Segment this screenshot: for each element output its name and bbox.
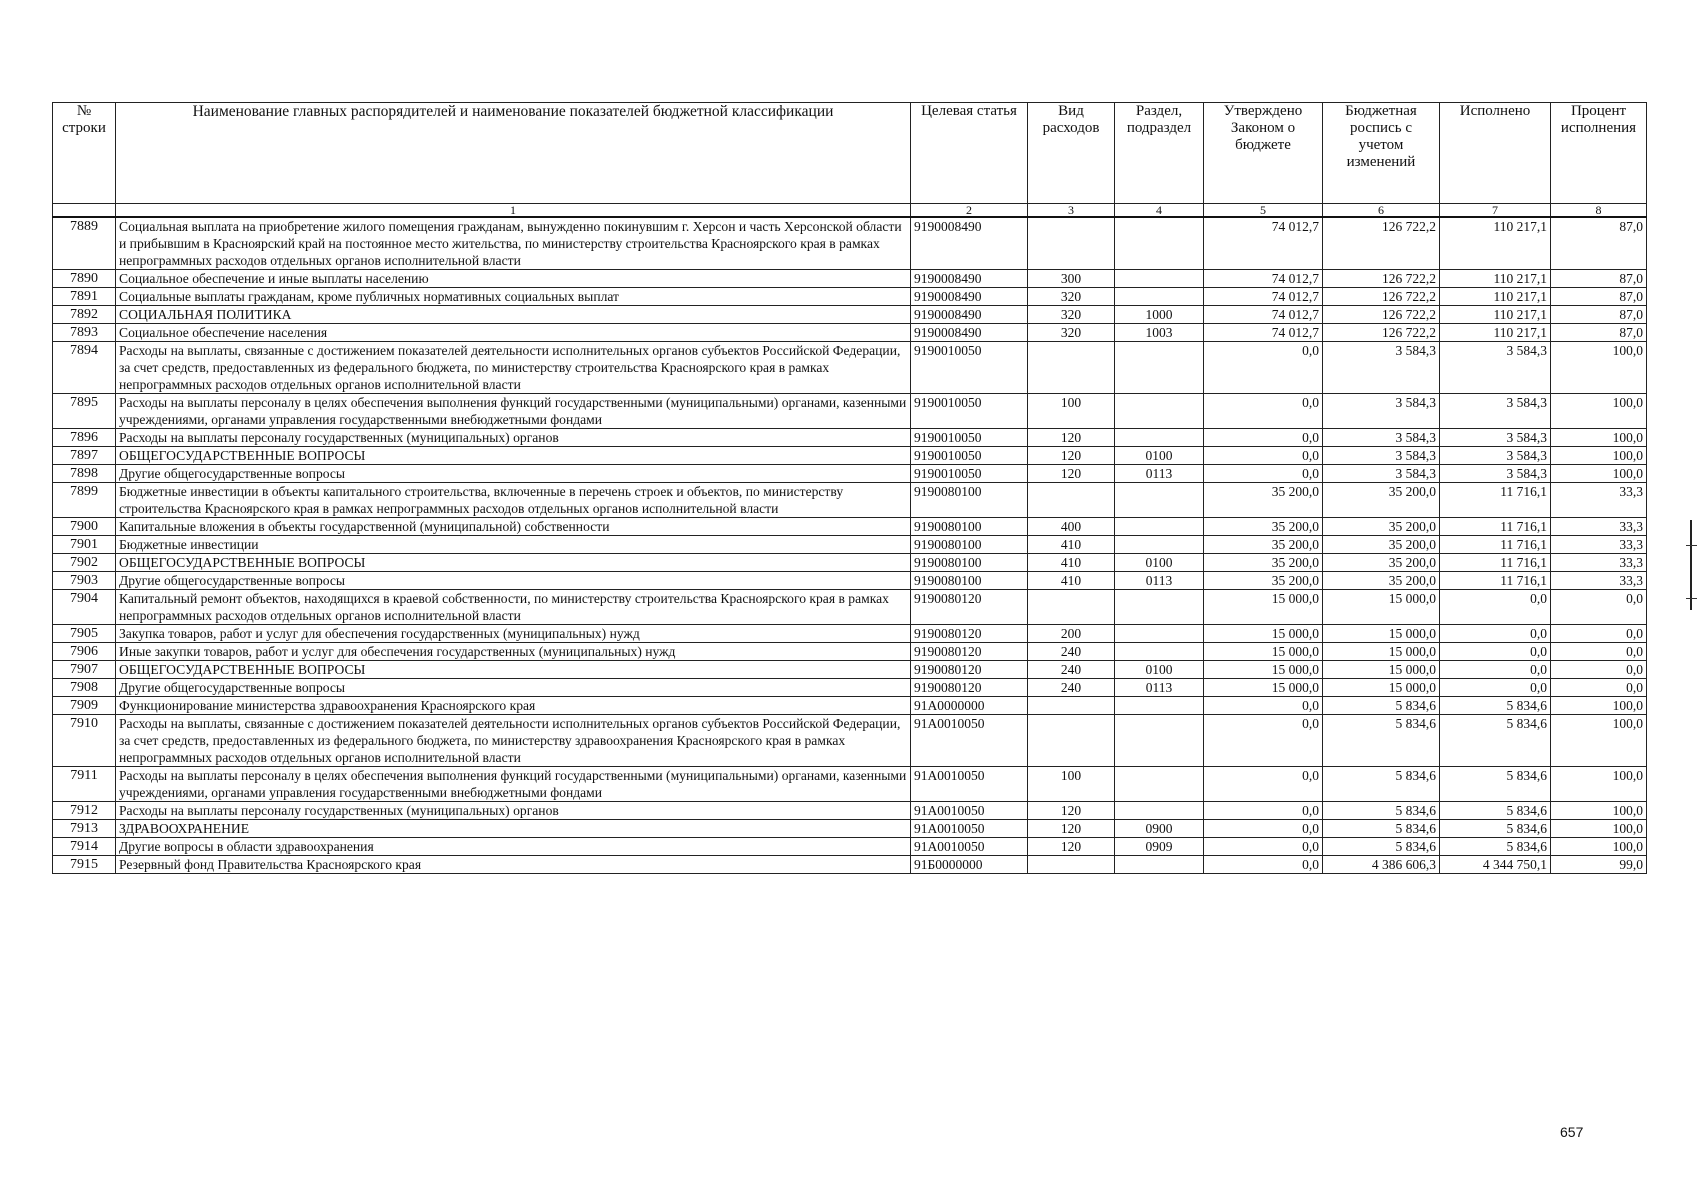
row-expense-kind: 100 <box>1028 394 1115 429</box>
row-section: 0113 <box>1115 679 1204 697</box>
row-percent: 33,3 <box>1551 554 1647 572</box>
table-row <box>53 536 1647 554</box>
table-row <box>53 661 1647 679</box>
row-executed: 3 584,3 <box>1440 447 1551 465</box>
column-number: 5 <box>1204 204 1323 218</box>
row-expense-kind: 120 <box>1028 838 1115 856</box>
row-approved: 74 012,7 <box>1204 217 1323 270</box>
column-number: 1 <box>116 204 911 218</box>
row-executed: 110 217,1 <box>1440 270 1551 288</box>
row-expense-kind <box>1028 856 1115 874</box>
row-executed: 11 716,1 <box>1440 572 1551 590</box>
row-name: Функционирование министерства здравоохранения Красноярского края <box>116 697 911 715</box>
row-percent: 87,0 <box>1551 288 1647 306</box>
row-expense-kind <box>1028 342 1115 394</box>
row-percent: 87,0 <box>1551 217 1647 270</box>
row-executed: 3 584,3 <box>1440 394 1551 429</box>
row-target-article: 9190010050 <box>911 394 1028 429</box>
row-number: 7897 <box>53 447 116 465</box>
row-schedule: 126 722,2 <box>1323 324 1440 342</box>
row-executed: 0,0 <box>1440 661 1551 679</box>
row-number: 7913 <box>53 820 116 838</box>
row-schedule: 3 584,3 <box>1323 342 1440 394</box>
row-section <box>1115 643 1204 661</box>
row-expense-kind <box>1028 590 1115 625</box>
row-percent: 100,0 <box>1551 342 1647 394</box>
budget-sheet <box>52 102 1646 874</box>
row-name: ОБЩЕГОСУДАРСТВЕННЫЕ ВОПРОСЫ <box>116 447 911 465</box>
row-executed: 5 834,6 <box>1440 715 1551 767</box>
row-expense-kind: 120 <box>1028 447 1115 465</box>
row-number: 7908 <box>53 679 116 697</box>
row-expense-kind: 410 <box>1028 536 1115 554</box>
row-number: 7889 <box>53 217 116 270</box>
table-row <box>53 767 1647 802</box>
table-row <box>53 838 1647 856</box>
row-expense-kind <box>1028 217 1115 270</box>
row-name: Другие вопросы в области здравоохранения <box>116 838 911 856</box>
row-name: Закупка товаров, работ и услуг для обеспечения государственных (муниципальных) нужд <box>116 625 911 643</box>
row-number: 7914 <box>53 838 116 856</box>
row-approved: 0,0 <box>1204 820 1323 838</box>
table-row <box>53 465 1647 483</box>
row-number: 7902 <box>53 554 116 572</box>
row-name: Расходы на выплаты персоналу в целях обеспечения выполнения функций государственными (муниципальными) органами, казенными учреждениями, органами управления государственными внебюджетными фондами <box>116 767 911 802</box>
column-number: 4 <box>1115 204 1204 218</box>
row-executed: 110 217,1 <box>1440 288 1551 306</box>
row-target-article: 9190080100 <box>911 518 1028 536</box>
row-name: Другие общегосударственные вопросы <box>116 572 911 590</box>
row-section: 0900 <box>1115 820 1204 838</box>
row-executed: 0,0 <box>1440 625 1551 643</box>
row-approved: 0,0 <box>1204 715 1323 767</box>
row-executed: 4 344 750,1 <box>1440 856 1551 874</box>
row-executed: 3 584,3 <box>1440 465 1551 483</box>
row-name: Социальная выплата на приобретение жилого помещения гражданам, вынужденно покинувшим г. Херсон и часть Херсонской области и прибывшим в Красноярский край на постоянное место жительства, по министерству строительства Красноярского края в рамках непрограммных расходов отдельных органов исполнительной власти <box>116 217 911 270</box>
row-number: 7896 <box>53 429 116 447</box>
table-row <box>53 802 1647 820</box>
row-section: 1000 <box>1115 306 1204 324</box>
row-approved: 35 200,0 <box>1204 572 1323 590</box>
row-name: ОБЩЕГОСУДАРСТВЕННЫЕ ВОПРОСЫ <box>116 554 911 572</box>
table-row <box>53 820 1647 838</box>
row-name: Резервный фонд Правительства Красноярского края <box>116 856 911 874</box>
row-executed: 11 716,1 <box>1440 483 1551 518</box>
row-expense-kind: 400 <box>1028 518 1115 536</box>
row-executed: 0,0 <box>1440 643 1551 661</box>
row-executed: 5 834,6 <box>1440 820 1551 838</box>
row-approved: 35 200,0 <box>1204 483 1323 518</box>
row-schedule: 35 200,0 <box>1323 483 1440 518</box>
row-percent: 33,3 <box>1551 483 1647 518</box>
row-section <box>1115 429 1204 447</box>
row-section: 0113 <box>1115 465 1204 483</box>
row-name: Бюджетные инвестиции в объекты капитального строительства, включенные в перечень строек и объектов, по министерству строительства Красноярского края в рамках непрограммных расходов отдельных органов исполнительной власти <box>116 483 911 518</box>
table-row <box>53 447 1647 465</box>
row-section <box>1115 518 1204 536</box>
row-executed: 110 217,1 <box>1440 217 1551 270</box>
row-number: 7891 <box>53 288 116 306</box>
row-expense-kind: 200 <box>1028 625 1115 643</box>
row-approved: 0,0 <box>1204 802 1323 820</box>
row-approved: 74 012,7 <box>1204 288 1323 306</box>
row-target-article: 9190080100 <box>911 554 1028 572</box>
row-schedule: 5 834,6 <box>1323 802 1440 820</box>
row-number: 7905 <box>53 625 116 643</box>
row-section <box>1115 394 1204 429</box>
row-schedule: 3 584,3 <box>1323 465 1440 483</box>
row-percent: 100,0 <box>1551 447 1647 465</box>
row-number: 7907 <box>53 661 116 679</box>
row-number: 7904 <box>53 590 116 625</box>
row-percent: 0,0 <box>1551 679 1647 697</box>
row-expense-kind: 120 <box>1028 802 1115 820</box>
row-target-article: 91А0000000 <box>911 697 1028 715</box>
row-section: 1003 <box>1115 324 1204 342</box>
row-expense-kind: 320 <box>1028 324 1115 342</box>
row-percent: 99,0 <box>1551 856 1647 874</box>
row-schedule: 15 000,0 <box>1323 625 1440 643</box>
row-executed: 110 217,1 <box>1440 306 1551 324</box>
row-percent: 87,0 <box>1551 324 1647 342</box>
row-percent: 100,0 <box>1551 715 1647 767</box>
row-expense-kind: 240 <box>1028 661 1115 679</box>
row-schedule: 35 200,0 <box>1323 572 1440 590</box>
row-number: 7910 <box>53 715 116 767</box>
row-approved: 0,0 <box>1204 465 1323 483</box>
row-target-article: 9190010050 <box>911 429 1028 447</box>
row-schedule: 15 000,0 <box>1323 643 1440 661</box>
row-executed: 0,0 <box>1440 590 1551 625</box>
row-schedule: 3 584,3 <box>1323 447 1440 465</box>
scan-edge-mark <box>1690 520 1692 610</box>
row-expense-kind: 120 <box>1028 465 1115 483</box>
table-body <box>53 217 1647 874</box>
row-approved: 0,0 <box>1204 767 1323 802</box>
header-target: Целевая статья <box>911 103 1028 204</box>
row-percent: 0,0 <box>1551 625 1647 643</box>
row-name: СОЦИАЛЬНАЯ ПОЛИТИКА <box>116 306 911 324</box>
row-approved: 15 000,0 <box>1204 661 1323 679</box>
row-schedule: 5 834,6 <box>1323 767 1440 802</box>
column-number: 3 <box>1028 204 1115 218</box>
row-target-article: 9190010050 <box>911 465 1028 483</box>
row-name: Капитальные вложения в объекты государственной (муниципальной) собственности <box>116 518 911 536</box>
row-schedule: 126 722,2 <box>1323 288 1440 306</box>
row-section <box>1115 767 1204 802</box>
table-row <box>53 306 1647 324</box>
header-row <box>53 103 1647 204</box>
row-percent: 33,3 <box>1551 572 1647 590</box>
row-approved: 15 000,0 <box>1204 625 1323 643</box>
row-schedule: 15 000,0 <box>1323 590 1440 625</box>
row-target-article: 9190008490 <box>911 324 1028 342</box>
row-approved: 15 000,0 <box>1204 590 1323 625</box>
row-schedule: 5 834,6 <box>1323 820 1440 838</box>
row-target-article: 9190080120 <box>911 625 1028 643</box>
row-name: Расходы на выплаты персоналу государственных (муниципальных) органов <box>116 429 911 447</box>
row-number: 7909 <box>53 697 116 715</box>
row-percent: 100,0 <box>1551 465 1647 483</box>
row-percent: 100,0 <box>1551 838 1647 856</box>
row-target-article: 9190010050 <box>911 342 1028 394</box>
row-number: 7892 <box>53 306 116 324</box>
row-schedule: 35 200,0 <box>1323 518 1440 536</box>
row-schedule: 126 722,2 <box>1323 270 1440 288</box>
row-section <box>1115 270 1204 288</box>
header-section: Раздел, подраздел <box>1115 103 1204 204</box>
row-name: Капитальный ремонт объектов, находящихся в краевой собственности, по министерству строительства Красноярского края в рамках непрограммных расходов отдельных органов исполнительной власти <box>116 590 911 625</box>
row-name: Расходы на выплаты персоналу в целях обеспечения выполнения функций государственными (муниципальными) органами, казенными учреждениями, органами управления государственными внебюджетными фондами <box>116 394 911 429</box>
row-schedule: 35 200,0 <box>1323 536 1440 554</box>
row-approved: 0,0 <box>1204 342 1323 394</box>
table-row <box>53 518 1647 536</box>
row-schedule: 4 386 606,3 <box>1323 856 1440 874</box>
header-kind: Вид расходов <box>1028 103 1115 204</box>
row-section <box>1115 342 1204 394</box>
column-numbers-row <box>53 204 1647 218</box>
column-number: 8 <box>1551 204 1647 218</box>
row-number: 7903 <box>53 572 116 590</box>
row-expense-kind: 240 <box>1028 643 1115 661</box>
header-row-no: № строки <box>53 103 116 204</box>
row-section <box>1115 288 1204 306</box>
row-section: 0113 <box>1115 572 1204 590</box>
row-approved: 0,0 <box>1204 429 1323 447</box>
table-row <box>53 394 1647 429</box>
row-section <box>1115 802 1204 820</box>
row-schedule: 15 000,0 <box>1323 679 1440 697</box>
row-approved: 35 200,0 <box>1204 536 1323 554</box>
row-expense-kind: 120 <box>1028 429 1115 447</box>
table-row <box>53 697 1647 715</box>
row-name: Социальное обеспечение и иные выплаты населению <box>116 270 911 288</box>
row-percent: 33,3 <box>1551 536 1647 554</box>
table-row <box>53 342 1647 394</box>
row-executed: 5 834,6 <box>1440 767 1551 802</box>
row-number: 7900 <box>53 518 116 536</box>
row-name: Другие общегосударственные вопросы <box>116 679 911 697</box>
row-number: 7893 <box>53 324 116 342</box>
row-percent: 100,0 <box>1551 429 1647 447</box>
row-schedule: 15 000,0 <box>1323 661 1440 679</box>
row-target-article: 9190080120 <box>911 643 1028 661</box>
header-schedule: Бюджетная роспись с учетом изменений <box>1323 103 1440 204</box>
row-number: 7915 <box>53 856 116 874</box>
row-target-article: 9190008490 <box>911 288 1028 306</box>
row-executed: 5 834,6 <box>1440 838 1551 856</box>
row-number: 7899 <box>53 483 116 518</box>
table-row <box>53 625 1647 643</box>
row-approved: 0,0 <box>1204 856 1323 874</box>
row-target-article: 9190008490 <box>911 306 1028 324</box>
row-target-article: 91А0010050 <box>911 715 1028 767</box>
row-schedule: 5 834,6 <box>1323 697 1440 715</box>
row-expense-kind: 410 <box>1028 572 1115 590</box>
table-row <box>53 429 1647 447</box>
row-target-article: 9190080120 <box>911 661 1028 679</box>
row-target-article: 9190010050 <box>911 447 1028 465</box>
row-approved: 35 200,0 <box>1204 518 1323 536</box>
header-executed: Исполнено <box>1440 103 1551 204</box>
row-section <box>1115 625 1204 643</box>
row-expense-kind: 320 <box>1028 306 1115 324</box>
table-row <box>53 590 1647 625</box>
row-percent: 100,0 <box>1551 820 1647 838</box>
row-target-article: 9190080100 <box>911 483 1028 518</box>
row-expense-kind: 240 <box>1028 679 1115 697</box>
row-executed: 11 716,1 <box>1440 518 1551 536</box>
row-section <box>1115 715 1204 767</box>
row-target-article: 9190008490 <box>911 270 1028 288</box>
row-name: Бюджетные инвестиции <box>116 536 911 554</box>
budget-table <box>52 102 1647 874</box>
row-target-article: 91А0010050 <box>911 767 1028 802</box>
row-executed: 11 716,1 <box>1440 536 1551 554</box>
scan-edge-tick <box>1686 545 1697 546</box>
row-name: ОБЩЕГОСУДАРСТВЕННЫЕ ВОПРОСЫ <box>116 661 911 679</box>
table-row <box>53 483 1647 518</box>
column-number-blank <box>53 204 116 218</box>
row-section <box>1115 536 1204 554</box>
row-approved: 35 200,0 <box>1204 554 1323 572</box>
row-name: Расходы на выплаты, связанные с достижением показателей деятельности исполнительных органов субъектов Российской Федерации, за счет средств, предоставленных из федерального бюджета, по министерству строительства Красноярского края в рамках непрограммных расходов отдельных органов исполнительной власти <box>116 342 911 394</box>
row-schedule: 5 834,6 <box>1323 838 1440 856</box>
row-target-article: 91А0010050 <box>911 820 1028 838</box>
row-executed: 3 584,3 <box>1440 342 1551 394</box>
row-executed: 110 217,1 <box>1440 324 1551 342</box>
row-executed: 5 834,6 <box>1440 697 1551 715</box>
row-number: 7901 <box>53 536 116 554</box>
row-target-article: 91А0010050 <box>911 838 1028 856</box>
row-section: 0100 <box>1115 661 1204 679</box>
table-row <box>53 324 1647 342</box>
row-approved: 74 012,7 <box>1204 324 1323 342</box>
row-target-article: 9190080100 <box>911 536 1028 554</box>
row-percent: 0,0 <box>1551 661 1647 679</box>
row-name: Расходы на выплаты персоналу государственных (муниципальных) органов <box>116 802 911 820</box>
row-section <box>1115 217 1204 270</box>
row-expense-kind: 410 <box>1028 554 1115 572</box>
row-name: ЗДРАВООХРАНЕНИЕ <box>116 820 911 838</box>
row-percent: 33,3 <box>1551 518 1647 536</box>
table-row <box>53 270 1647 288</box>
row-number: 7890 <box>53 270 116 288</box>
row-expense-kind: 120 <box>1028 820 1115 838</box>
column-number: 7 <box>1440 204 1551 218</box>
row-percent: 87,0 <box>1551 306 1647 324</box>
row-section <box>1115 590 1204 625</box>
table-row <box>53 643 1647 661</box>
row-section <box>1115 697 1204 715</box>
row-number: 7911 <box>53 767 116 802</box>
row-target-article: 91А0010050 <box>911 802 1028 820</box>
table-row <box>53 217 1647 270</box>
row-name: Иные закупки товаров, работ и услуг для обеспечения государственных (муниципальных) нужд <box>116 643 911 661</box>
row-expense-kind <box>1028 697 1115 715</box>
row-name: Социальное обеспечение населения <box>116 324 911 342</box>
row-executed: 5 834,6 <box>1440 802 1551 820</box>
row-section: 0100 <box>1115 447 1204 465</box>
row-executed: 0,0 <box>1440 679 1551 697</box>
row-approved: 0,0 <box>1204 697 1323 715</box>
row-executed: 3 584,3 <box>1440 429 1551 447</box>
row-target-article: 9190080100 <box>911 572 1028 590</box>
row-approved: 0,0 <box>1204 394 1323 429</box>
row-target-article: 9190080120 <box>911 590 1028 625</box>
row-approved: 0,0 <box>1204 838 1323 856</box>
row-approved: 15 000,0 <box>1204 643 1323 661</box>
row-percent: 100,0 <box>1551 767 1647 802</box>
table-row <box>53 715 1647 767</box>
column-number: 2 <box>911 204 1028 218</box>
row-executed: 11 716,1 <box>1440 554 1551 572</box>
row-number: 7912 <box>53 802 116 820</box>
row-approved: 0,0 <box>1204 447 1323 465</box>
row-name: Расходы на выплаты, связанные с достижением показателей деятельности исполнительных органов субъектов Российской Федерации, за счет средств, предоставленных из федерального бюджета, по министерству здравоохранения Красноярского края в рамках непрограммных расходов отдельных органов исполнительной власти <box>116 715 911 767</box>
row-percent: 100,0 <box>1551 802 1647 820</box>
row-schedule: 3 584,3 <box>1323 394 1440 429</box>
row-percent: 0,0 <box>1551 590 1647 625</box>
row-number: 7895 <box>53 394 116 429</box>
table-row <box>53 856 1647 874</box>
row-target-article: 9190080120 <box>911 679 1028 697</box>
table-row <box>53 572 1647 590</box>
row-approved: 74 012,7 <box>1204 306 1323 324</box>
row-schedule: 3 584,3 <box>1323 429 1440 447</box>
row-target-article: 91Б0000000 <box>911 856 1028 874</box>
header-name: Наименование главных распорядителей и наименование показателей бюджетной классификации <box>116 103 911 204</box>
row-expense-kind <box>1028 715 1115 767</box>
row-percent: 100,0 <box>1551 697 1647 715</box>
row-percent: 87,0 <box>1551 270 1647 288</box>
row-schedule: 126 722,2 <box>1323 217 1440 270</box>
row-number: 7906 <box>53 643 116 661</box>
table-row <box>53 554 1647 572</box>
row-section: 0100 <box>1115 554 1204 572</box>
row-schedule: 35 200,0 <box>1323 554 1440 572</box>
table-row <box>53 679 1647 697</box>
row-approved: 15 000,0 <box>1204 679 1323 697</box>
row-percent: 0,0 <box>1551 643 1647 661</box>
page-number: 657 <box>1560 1124 1584 1140</box>
column-number: 6 <box>1323 204 1440 218</box>
scan-edge-tick <box>1686 598 1697 599</box>
row-expense-kind: 300 <box>1028 270 1115 288</box>
row-expense-kind: 320 <box>1028 288 1115 306</box>
row-expense-kind: 100 <box>1028 767 1115 802</box>
row-schedule: 126 722,2 <box>1323 306 1440 324</box>
row-approved: 74 012,7 <box>1204 270 1323 288</box>
row-schedule: 5 834,6 <box>1323 715 1440 767</box>
table-row <box>53 288 1647 306</box>
row-percent: 100,0 <box>1551 394 1647 429</box>
row-target-article: 9190008490 <box>911 217 1028 270</box>
row-name: Социальные выплаты гражданам, кроме публичных нормативных социальных выплат <box>116 288 911 306</box>
header-percent: Процент исполнения <box>1551 103 1647 204</box>
row-section <box>1115 856 1204 874</box>
row-name: Другие общегосударственные вопросы <box>116 465 911 483</box>
row-section: 0909 <box>1115 838 1204 856</box>
row-section <box>1115 483 1204 518</box>
row-number: 7894 <box>53 342 116 394</box>
row-expense-kind <box>1028 483 1115 518</box>
header-approved: Утверждено Законом о бюджете <box>1204 103 1323 204</box>
row-number: 7898 <box>53 465 116 483</box>
